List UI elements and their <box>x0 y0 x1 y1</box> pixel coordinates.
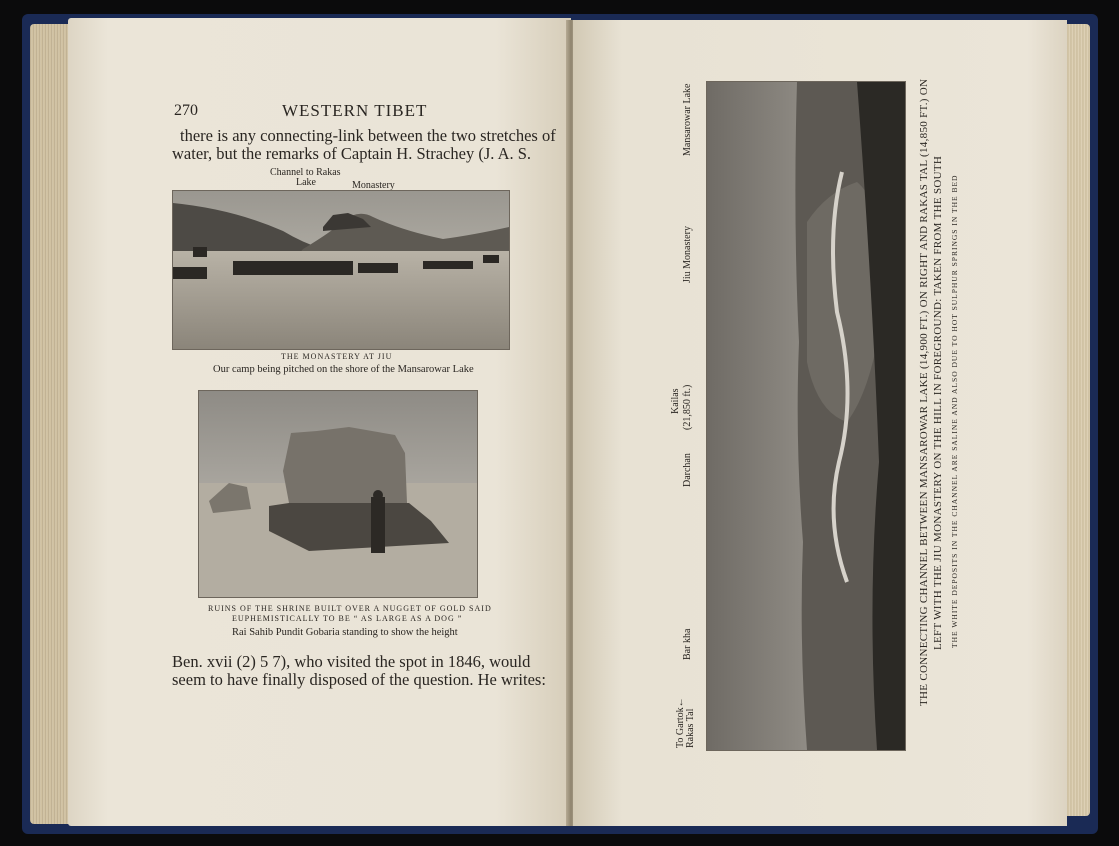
photo-monastery-at-jiu <box>172 190 510 350</box>
photo-ruins-of-shrine <box>198 390 478 598</box>
photo1-caption-title: THE MONASTERY AT JIU <box>281 352 393 361</box>
panorama-caption-line1: THE CONNECTING CHANNEL BETWEEN MANSAROWAR LAKE (14,900 FT.) ON RIGHT AND RAKAS TAL (14,850 FT.) ON <box>918 78 930 706</box>
label-kailas: Kailas <box>670 388 681 414</box>
page-number: 270 <box>174 102 198 119</box>
label-kailas-height: (21,850 ft.) <box>682 384 693 430</box>
label-mansarowar-lake: Mansarowar Lake <box>682 83 693 156</box>
body-text-line: there is any connecting-link between the two stretches of <box>180 126 556 145</box>
photo-label-monastery: Monastery <box>352 180 395 191</box>
body-text-line: seem to have finally disposed of the question. He writes: <box>172 670 546 689</box>
body-text-line: water, but the remarks of Captain H. Strachey (J. A. S. <box>172 144 532 163</box>
photo-label-lake: Lake <box>296 177 316 188</box>
photo1-caption: Our camp being pitched on the shore of the Mansarowar Lake <box>213 364 474 375</box>
label-rakas-tal: Rakas Tal <box>685 708 696 748</box>
photo2-caption: Rai Sahib Pundit Gobaria standing to show the height <box>232 627 458 638</box>
photo-label-channel: Channel to Rakas <box>270 167 341 178</box>
label-darchan: Darchan <box>682 453 693 487</box>
label-jiu-monastery: Jiu Monastery <box>682 226 693 283</box>
running-head: WESTERN TIBET <box>282 101 428 120</box>
panorama-caption-line3: THE WHITE DEPOSITS IN THE CHANNEL ARE SALINE AND ALSO DUE TO HOT SULPHUR SPRINGS IN THE BED <box>950 174 959 648</box>
photo-connecting-channel-panorama <box>706 81 906 751</box>
photo2-caption-title-line2: EUPHEMISTICALLY TO BE “ AS LARGE AS A DOG ” <box>232 614 463 623</box>
label-barkha: Bar kha <box>682 628 693 660</box>
panorama-caption-line2: LEFT WITH THE JIU MONASTERY ON THE HILL IN FOREGROUND: TAKEN FROM THE SOUTH <box>932 155 944 650</box>
label-to-gartok: To Gartok← <box>675 697 686 748</box>
photo2-caption-title-line1: RUINS OF THE SHRINE BUILT OVER A NUGGET OF GOLD SAID <box>208 604 492 613</box>
body-text-line: Ben. xvii (2) 5 7), who visited the spot in 1846, would <box>172 652 531 671</box>
